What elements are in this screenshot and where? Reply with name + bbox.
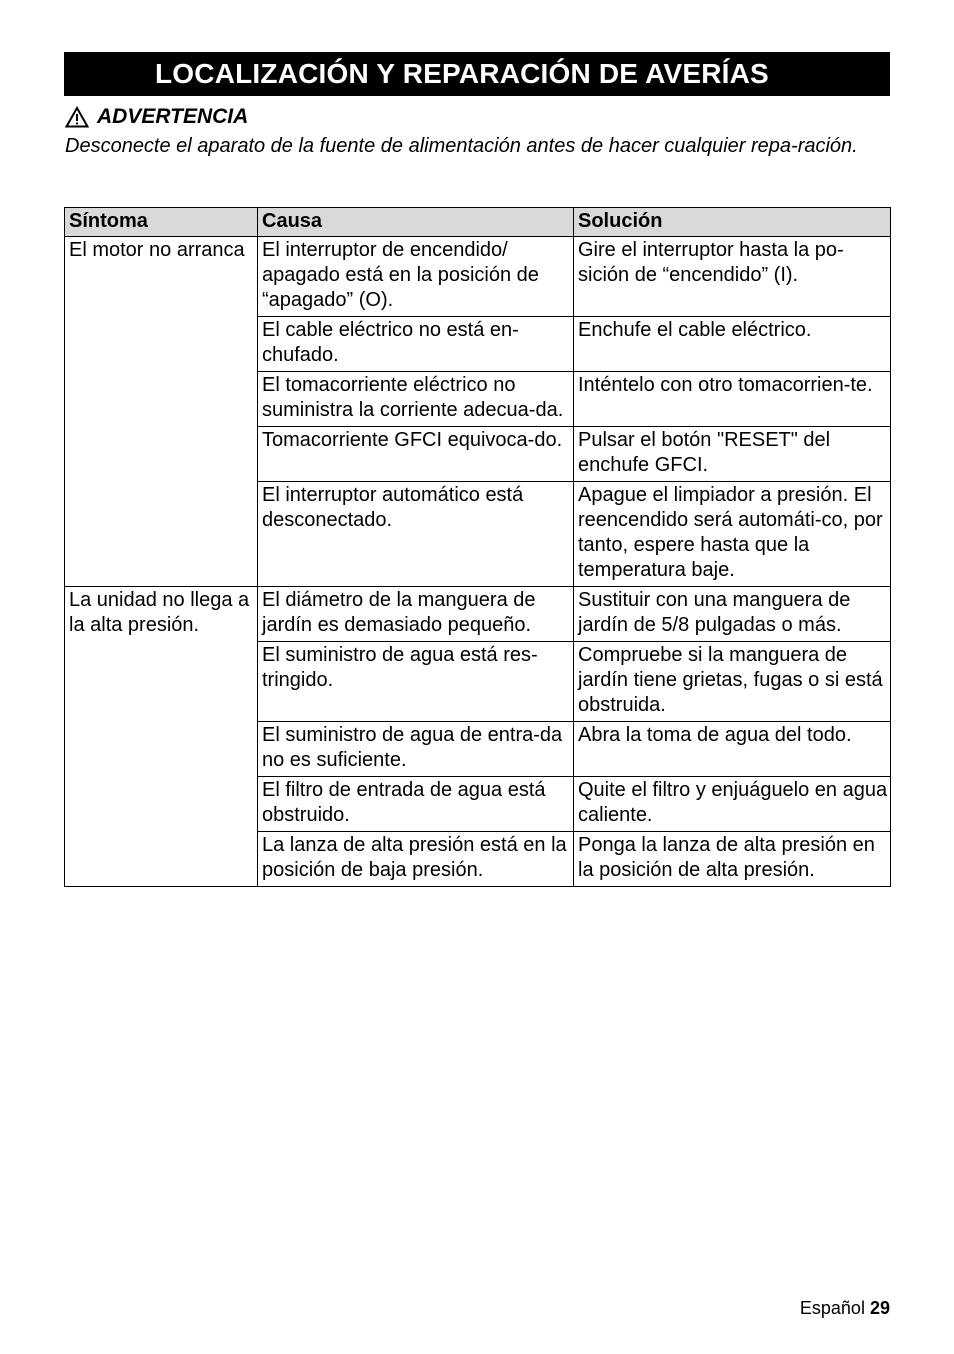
table-row xyxy=(65,587,891,642)
cause-cell: El filtro de entrada de agua está obstruido. xyxy=(258,777,574,832)
cause-cell: La lanza de alta presión está en la posición de baja presión. xyxy=(258,832,574,887)
solution-cell: Quite el filtro y enjuáguelo en agua caliente. xyxy=(574,777,891,832)
symptom-cell: El motor no arranca xyxy=(65,237,258,587)
solution-cell: Ponga la lanza de alta presión en la posición de alta presión. xyxy=(574,832,891,887)
solution-cell: Apague el limpiador a presión. El reencendido será automáti-co, por tanto, espere hasta que la temperatura baje. xyxy=(574,482,891,587)
cause-cell: El cable eléctrico no está en-chufado. xyxy=(258,317,574,372)
cause-cell: El interruptor de encendido/ apagado está en la posición de “apagado” (O). xyxy=(258,237,574,317)
troubleshooting-table xyxy=(64,207,891,887)
solution-cell: Enchufe el cable eléctrico. xyxy=(574,317,891,372)
cause-cell: El interruptor automático está desconectado. xyxy=(258,482,574,587)
cause-cell: El diámetro de la manguera de jardín es demasiado pequeño. xyxy=(258,587,574,642)
cause-cell: El suministro de agua de entra-da no es suficiente. xyxy=(258,722,574,777)
warning-text: Desconecte el aparato de la fuente de alimentación antes de hacer cualquier repa-ración. xyxy=(65,135,858,157)
header-cause: Causa xyxy=(258,208,574,237)
page-number: 29 xyxy=(869,1298,890,1318)
warning-heading xyxy=(65,104,248,130)
cause-cell: El suministro de agua está res-tringido. xyxy=(258,642,574,722)
symptom-cell: La unidad no llega a la alta presión. xyxy=(65,587,258,887)
page-title: LOCALIZACIÓN Y REPARACIÓN DE AVERÍAS xyxy=(64,52,890,96)
warning-label: ADVERTENCIA xyxy=(97,105,249,128)
solution-cell: Compruebe si la manguera de jardín tiene grietas, fugas o si está obstruida. xyxy=(574,642,891,722)
page-footer xyxy=(800,1296,890,1320)
footer-language: Español xyxy=(799,1298,865,1318)
cause-cell: El tomacorriente eléctrico no suministra la corriente adecua-da. xyxy=(258,372,574,427)
solution-cell: Abra la toma de agua del todo. xyxy=(574,722,891,777)
solution-cell: Pulsar el botón "RESET" del enchufe GFCI. xyxy=(574,427,891,482)
solution-cell: Sustituir con una manguera de jardín de 5/8 pulgadas o más. xyxy=(574,587,891,642)
solution-cell: Inténtelo con otro tomacorrien-te. xyxy=(574,372,891,427)
header-symptom: Síntoma xyxy=(65,208,258,237)
header-solution: Solución xyxy=(574,208,891,237)
table-row xyxy=(65,237,891,317)
warning-triangle-icon xyxy=(65,106,89,128)
table-header-row xyxy=(65,208,891,237)
cause-cell: Tomacorriente GFCI equivoca-do. xyxy=(258,427,574,482)
solution-cell: Gire el interruptor hasta la po-sición de “encendido” (I). xyxy=(574,237,891,317)
